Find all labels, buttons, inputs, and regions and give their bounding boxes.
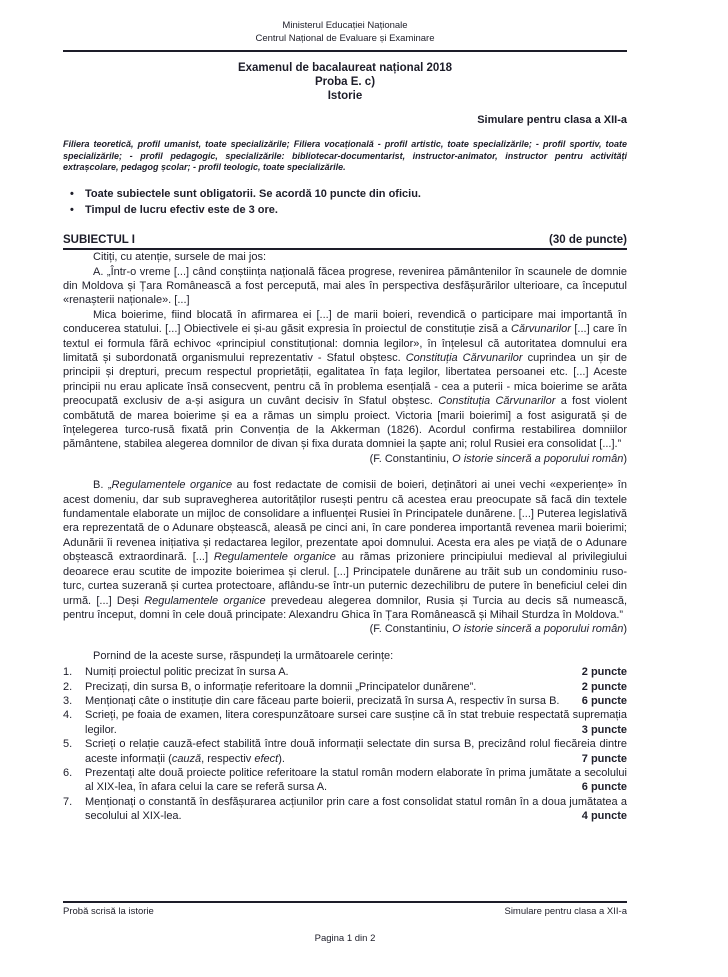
instruction-text: Toate subiectele sunt obligatorii. Se acordă 10 puncte din oficiu. [85,188,421,201]
subiect-title: SUBIECTUL I [63,234,135,247]
subiect-heading [63,234,627,250]
ministry-line-2: Centrul Național de Evaluare și Examinare [255,32,435,44]
question-points: 4 puncte [581,810,627,823]
footer-page-number: Pagina 1 din 2 [314,933,376,944]
source-a-attribution: (F. Constantiniu, O istorie sinceră a poporului român) [369,452,627,465]
question-text: Numiți proiectul politic precizat în sursa A. [85,666,289,679]
question-item-4 [63,708,627,737]
footer-divider [63,901,627,903]
question-points: 7 puncte [581,752,627,765]
question-points: 3 puncte [581,723,627,736]
exam-subject: Istorie [327,89,363,102]
question-text: Precizați, din sursa B, o informație referitoare la domnii „Principatelor dunărene”. [85,680,477,693]
question-points: 2 puncte [581,680,627,693]
instructions-list [63,187,627,219]
question-points: 6 puncte [581,781,627,794]
footer-left: Probă scrisă la istorie [63,906,154,917]
question-number: 6. [63,766,73,779]
exam-title: Examenul de bacalaureat național 2018 [237,61,453,74]
instruction-item [63,187,627,203]
questions-list [63,665,627,823]
source-b-paragraph: B. „Regulamentele organice au fost redactate de comisii de boieri, deținători ai unei vechi «experiențe» în acest domeniu, dar sub supravegherea autorităților rusești pentru că acestea erau preocupate să facă din textele fundamentale elaborate un mijloc de consolidare a influenței Rusiei în Principatele dunărene. [...] Puterea legislativă era reprezentată de o Adunare obștească, aleasă pe cinci ani, în care ponderea importantă revenea marii boierimi; Adunării îi revenea inițiativa și redactarea legilor, prezentate apoi domnului. Acesta era ales pe viață de o Adunare obștească extraordinară. [...] Regulamentele organice au rămas prizoniere principiului medieval al privilegiului deoarece erau scutite de impozite boierimea și clerul. [...] Principatele dunărene au trăit sub un condominiu ruso-turc, curtea suzerană și curtea protectoare, aflându-se într-un puternic dezechilibru de putere în beneficiul celei din urmă. [...] Deși Regulamentele organice prevedeau alegerea domnilor, Rusia și Turcia au decis să numească, pentru început, domni în cele două principate: Alexandru Ghica în Țara Românească și Mihail Sturdza în Moldova.” [63,479,628,621]
question-number: 2. [63,680,73,693]
filiera-note: Filiera teoretică, profil umanist, toate specializările; Filiera vocațională - profil artistic, toate specializările; - profil sportiv, toate specializările; - profil pedagogic, specializările: bibliotecar-documentarist, instructor-animator, instructor pentru activități extrașcolare, pedagog școlar; - profil teologic, toate specializările. [63,138,627,173]
question-item-6 [63,766,627,795]
question-item-5 [63,737,627,766]
question-item-2 [63,680,627,694]
question-points: 2 puncte [581,666,627,679]
question-text: Scrieți, pe foaia de examen, litera corespunzătoare sursei care susține că în stat trebuie respectată supremația legilor. [85,709,627,736]
bullet-icon: • [70,204,74,217]
bullet-icon: • [70,188,74,201]
question-text: Menționați câte o instituție din care făceau parte boierii, precizată în sursa A, respectiv în sursa B. [85,694,560,707]
question-number: 5. [63,738,73,751]
exam-title-block [63,61,627,103]
question-text: Scrieți o relație cauză-efect stabilită între două informații selectate din sursa B, precizând rolul fiecăreia dintre aceste informații (cauză, respectiv efect). [85,738,627,765]
footer-right: Simulare pentru clasa a XII-a [504,906,627,917]
question-item-3 [63,694,627,708]
question-number: 7. [63,795,73,808]
source-a-paragraph-1: A. „Într-o vreme [...] când conștiința națională făcea progrese, revenirea pământenilor în scaunele de domnie din Moldova și Țara Românească a fost percepută, mai ales în perspectiva desfășurărilor ulterioare, ca începutul «renașterii naționale». [...] [63,265,627,307]
ministry-header [63,20,627,46]
question-number: 3. [63,694,73,707]
simulare-label: Simulare pentru clasa a XII-a [477,113,627,126]
instruction-item [63,203,627,219]
question-text: Menționați o constantă în desfășurarea acțiunilor prin care a fost consolidat statul român în a doua jumătatea a secolului al XIX-lea. [85,795,627,823]
question-text: Prezentați alte două proiecte politice referitoare la statul român modern elaborate în prima jumătate a secolului al XIX-lea, în afara celui la care se referă sursa A. [85,766,627,794]
ministry-line-1: Ministerul Educației Naționale [282,20,408,31]
questions-intro: Pornind de la aceste surse, răspundeți la următoarele cerințe: [93,649,394,662]
exam-proba: Proba E. c) [314,75,376,88]
header-divider [63,50,627,52]
source-b-attribution: (F. Constantiniu, O istorie sinceră a poporului român) [369,623,627,636]
subiect-body [63,250,627,823]
question-item-7 [63,795,627,824]
question-number: 4. [63,709,73,722]
question-number: 1. [63,666,73,679]
question-item-1 [63,665,627,679]
footer-row [63,906,627,917]
page-footer [63,901,627,944]
sources-intro: Citiți, cu atenție, sursele de mai jos: [93,251,267,264]
source-a-paragraph-2: Mica boierime, fiind blocată în afirmarea ei [...] de marii boieri, revendică o participare mai importantă în conducerea statului. [...] Obiectivele ei și-au găsit expresia în proiectul de constituție zisă a Cărvunarilor [...] care în textul ei formula fără echivoc «principiul constituțional: domnia legilor», în înțelesul că autoritatea domnului era limitată și subordonată organismului reprezentativ - Sfatul obștesc. Constituția Cărvunarilor cuprindea un șir de principii și drepturi, precum respectul proprietății, egalitatea în fața legilor, libertatea persoanei etc. [...] Aceste principii nu erau aplicate însă consecvent, pentru că în problema esențială - cea a puterii - mica boierime se arăta preocupată exclusiv de a-și asigura un cuvânt decisiv în Sfatul obștesc. Constituția Cărvunarilor a fost violent combătută de marea boierime și ea a rămas un simplu proiect. Victoria [marii boierimi] a fost asigurată și de înțelegerea turco-rusă fixată prin Convenția de la Akkerman (1826). Acordul confirma restabilirea domniilor pământene, stabilea alegerea domnilor de divan și fixa durata domniei la șapte ani; rolul Rusiei era consolidat [...].” [63,308,628,451]
instruction-text: Timpul de lucru efectiv este de 3 ore. [85,204,278,217]
subiect-points: (30 de puncte) [549,234,627,247]
question-points: 6 puncte [581,694,627,707]
